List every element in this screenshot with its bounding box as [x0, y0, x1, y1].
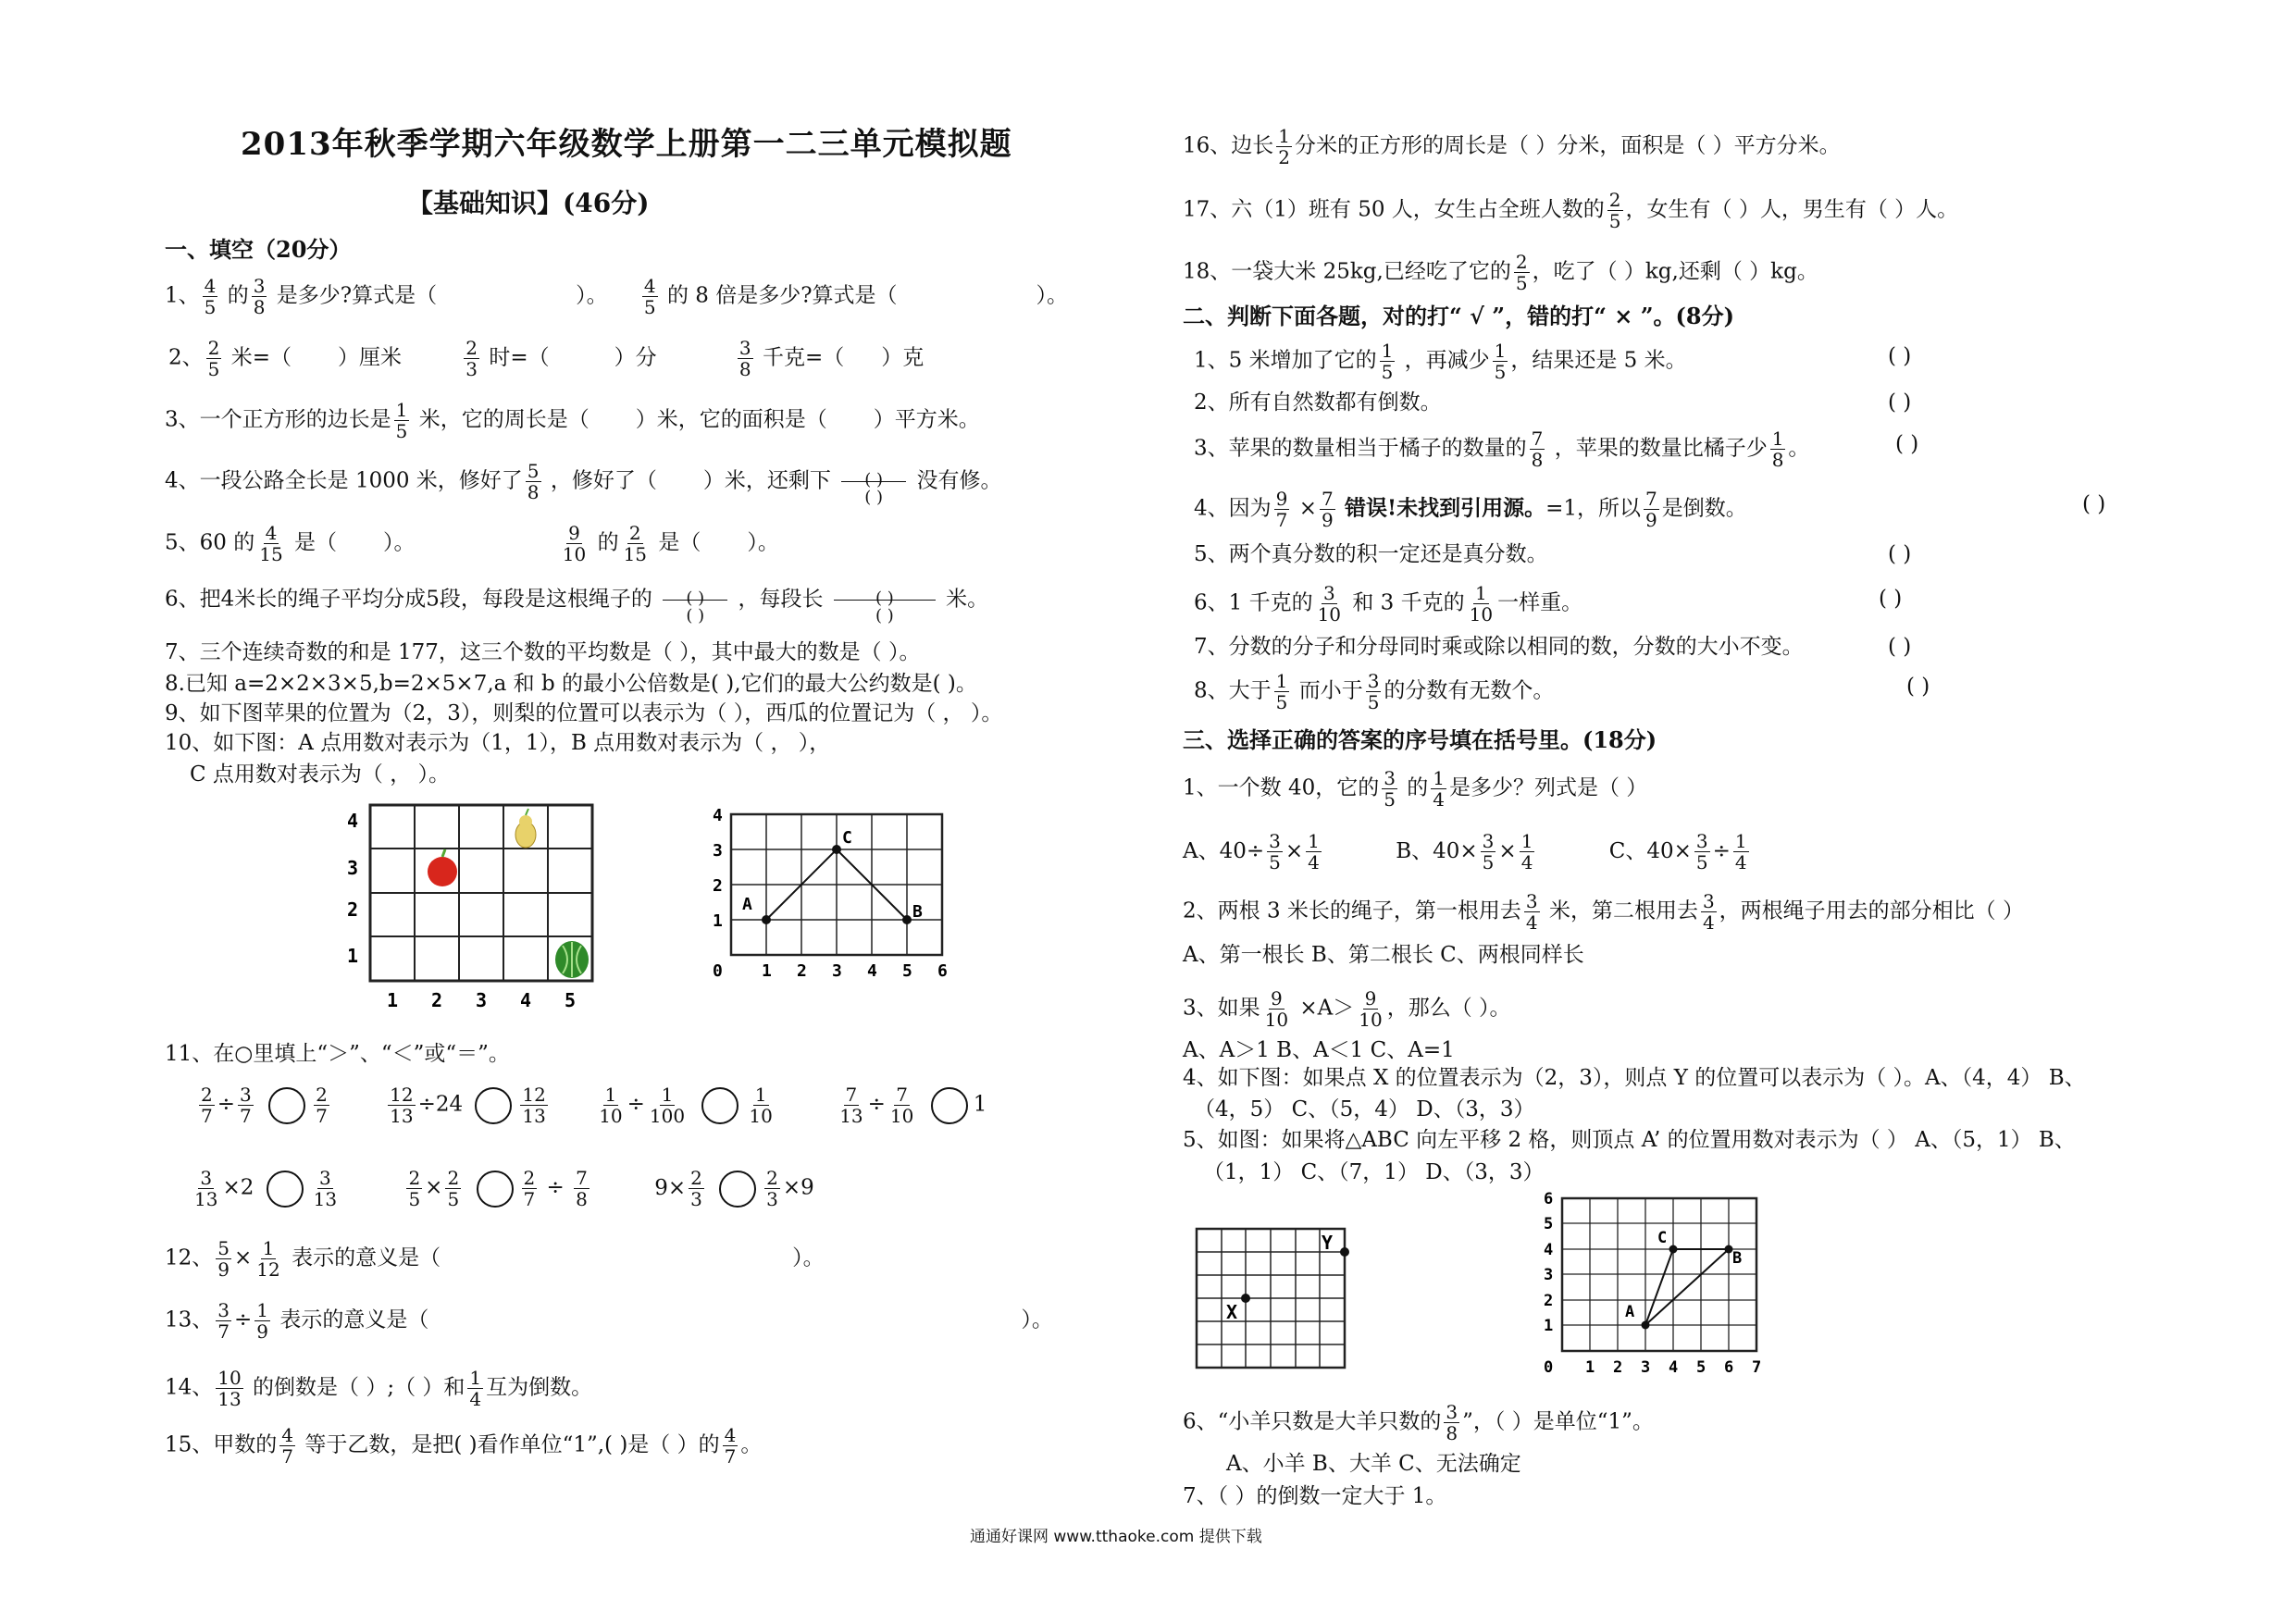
compare-circle[interactable]: [477, 1171, 514, 1208]
question-16: 16、边长 $\frac{1}{2}$ 分米的正方形的周长是（ ）分米，面积是（ ）平方分米。: [1183, 125, 1841, 168]
y-tick: 2: [347, 898, 359, 921]
question-17: 17、六（1）班有 50 人，女生占全班人数的 $\frac{2}{5}$ ，女生有（ ）人，男生有（ ）人。: [1183, 189, 1959, 232]
judge-2: 2、所有自然数都有倒数。: [1194, 390, 1442, 415]
choice-3: 3、如果 $\frac{9}{10}$ ×A＞ $\frac{9}{10}$ ，那么（ ）。: [1183, 987, 1511, 1031]
choice-2: 2、两根 3 米长的绳子，第一根用去 $\frac{3}{4}$ 米，第二根用去 $\frac{3}{4}$ ，两根绳子用去的部分相比（ ）: [1183, 890, 2024, 934]
question-12: 12、 $\frac{5}{9}$ × $\frac{1}{12}$ 表示的意义是（ ）。: [165, 1237, 825, 1281]
compare-row-1: $\frac{2}{7}$ ÷ $\frac{3}{7}$ $\frac{2}{7}$ $\frac{12}{13}$ ÷24 $\frac{12}{13}$ $\frac{1}{10}$ ÷ $\frac{1}{100}$ $\frac{1}{10}$ $\frac{7}{13}$ ÷ $\frac{7}{10}$ 1: [201, 1084, 987, 1127]
compare-circle[interactable]: [267, 1171, 304, 1208]
judge-8: 8、大于 $\frac{1}{5}$ 而小于 $\frac{3}{5}$ 的分数有无数个。: [1194, 670, 1555, 713]
x-tick: 3: [476, 989, 488, 1011]
judge-8-blank[interactable]: ( ): [1906, 675, 1930, 699]
choice-6-options[interactable]: A、小羊 B、大羊 C、无法确定: [1226, 1452, 1521, 1476]
abc-grid: [703, 800, 962, 985]
x-tick: 4: [1669, 1358, 1679, 1377]
judge-4-blank[interactable]: ( ): [2082, 492, 2106, 516]
question-18: 18、一袋大米 25kg,已经吃了它的 $\frac{2}{5}$ ，吃了（ ）kg,还剩（ ）kg。: [1183, 251, 1818, 294]
y-tick: 3: [1544, 1266, 1554, 1284]
point-c: [1669, 1245, 1678, 1254]
question-5: 5、60 的 $\frac{4}{15}$ 是（ ）。 $\frac{9}{10}$ 的 $\frac{2}{15}$ 是（ ）。: [165, 522, 779, 565]
x-tick: 0: [713, 961, 723, 981]
compare-circle[interactable]: [931, 1087, 968, 1124]
x-tick: 5: [1696, 1358, 1706, 1377]
y-tick: 5: [1544, 1215, 1554, 1233]
judge-5: 5、两个真分数的积一定还是真分数。: [1194, 542, 1548, 566]
question-8: 8.已知 a=2×2×3×5,b=2×5×7,a 和 b 的最小公倍数是( ),它们的最大公约数是( )。: [165, 672, 977, 696]
label-c: C: [1657, 1229, 1668, 1247]
grid-lines: [1562, 1198, 1756, 1351]
judge-7: 7、分数的分子和分母同时乘或除以相同的数，分数的大小不变。: [1194, 635, 1804, 659]
question-7: 7、三个连续奇数的和是 177，这三个数的平均数是（ ），其中最大的数是（ ）。: [165, 640, 921, 664]
watermelon-icon: [555, 941, 589, 978]
choice-6: 6、“小羊只数是大羊只数的 $\frac{3}{8}$ ”，（ ）是单位“1”。: [1183, 1401, 1654, 1444]
x-tick: 6: [1724, 1358, 1734, 1377]
y-tick: 2: [713, 876, 723, 896]
choice-7: 7、（ ）的倒数一定大于 1。: [1183, 1484, 1447, 1508]
x-tick: 5: [565, 989, 577, 1011]
xy-grid: [1189, 1221, 1356, 1369]
y-tick: 1: [713, 911, 723, 931]
x-tick: 2: [1613, 1358, 1623, 1377]
footer-source: 通通好课网 www.tthaoke.com 提供下载: [970, 1528, 1262, 1546]
option-c[interactable]: C、40× $\frac{3}{5}$ ÷ $\frac{1}{4}$: [1608, 830, 1747, 873]
label-b: B: [912, 902, 923, 922]
compare-row-2: $\frac{3}{13}$ ×2 $\frac{3}{13}$ $\frac{2}{5}$ × $\frac{2}{5}$ $\frac{2}{7}$ ÷ $\frac{7}{8}$ 9× $\frac{2}{3}$ $\frac{2}{3}$ ×9: [194, 1167, 814, 1210]
choice-2-options[interactable]: A、第一根长 B、第二根长 C、两根同样长: [1183, 943, 1584, 967]
x-tick: 7: [1752, 1358, 1762, 1377]
judge-6-blank[interactable]: ( ): [1879, 587, 1903, 611]
question-10-line-2: C 点用数对表示为（ ， ）。: [190, 762, 451, 787]
judge-3-blank[interactable]: ( ): [1895, 432, 1919, 456]
judge-7-blank[interactable]: ( ): [1888, 635, 1912, 659]
question-1: 1、 $\frac{4}{5}$ 的 $\frac{3}{8}$ 是多少?算式是（ ）。 $\frac{4}{5}$ 的 8 倍是多少?算式是（ ）。: [165, 275, 1069, 318]
triangle-grid: [1536, 1189, 1768, 1379]
question-2: 2、 $\frac{2}{5}$ 米=（ ）厘米 $\frac{2}{3}$ 时=（ ）分 $\frac{3}{8}$ 千克=（ ）克: [168, 337, 925, 380]
judge-1-blank[interactable]: ( ): [1888, 344, 1912, 368]
x-tick: 2: [431, 989, 443, 1011]
page-title: 2013年秋季学期六年级数学上册第一二三单元模拟题: [241, 126, 1012, 163]
y-tick: 3: [347, 857, 359, 879]
apple-icon: [428, 849, 457, 886]
y-tick: 6: [1544, 1190, 1554, 1208]
compare-circle[interactable]: [701, 1087, 738, 1124]
pear-icon: [515, 809, 536, 848]
option-b[interactable]: B、40× $\frac{3}{5}$ × $\frac{1}{4}$: [1396, 830, 1533, 873]
label-y: Y: [1322, 1232, 1334, 1254]
fruit-grid: [333, 796, 611, 1018]
question-4: 4、一段公路全长是 1000 米，修好了 $\frac{5}{8}$ ，修好了（ ）米，还剩下 ( ) ( ) 没有修。: [165, 460, 1002, 507]
compare-circle[interactable]: [268, 1087, 305, 1124]
point-a: [1642, 1321, 1650, 1330]
x-tick: 1: [1585, 1358, 1595, 1377]
compare-circle[interactable]: [475, 1087, 512, 1124]
section-subtitle: 【基础知识】(46分): [407, 188, 650, 218]
y-tick: 4: [1544, 1241, 1554, 1259]
section-heading-fill-in: 一、填空（20分）: [165, 236, 352, 263]
label-a: A: [742, 895, 752, 914]
x-tick: 4: [867, 961, 877, 981]
choice-3-options[interactable]: A、A＞1 B、A＜1 C、A=1: [1183, 1038, 1455, 1062]
judge-6: 6、1 千克的 $\frac{3}{10}$ 和 3 千克的 $\frac{1}{10}$ 一样重。: [1194, 582, 1583, 626]
x-tick: 6: [937, 961, 948, 981]
x-tick: 3: [832, 961, 842, 981]
point-y: [1340, 1247, 1349, 1257]
y-tick: 2: [1544, 1292, 1554, 1310]
question-3: 3、一个正方形的边长是 $\frac{1}{5}$ 米，它的周长是（ ）米，它的面积是（ ）平方米。: [165, 399, 980, 442]
question-9: 9、如下图苹果的位置为（2，3），则梨的位置可以表示为（ ），西瓜的位置记为（ ， ）。: [165, 701, 1003, 725]
label-a: A: [1625, 1303, 1635, 1321]
judge-4: 4、因为 $\frac{9}{7}$ × $\frac{7}{9}$ 错误!未找到引用源。=1，所以 $\frac{7}{9}$ 是倒数。: [1194, 488, 1747, 531]
point-x: [1241, 1294, 1250, 1303]
label-x: X: [1226, 1301, 1238, 1323]
y-tick: 1: [347, 945, 359, 967]
choice-5-line-1: 5、如图：如果将△ABC 向左平移 2 格，则顶点 A’ 的位置用数对表示为（ ） A、（5，1） B、: [1183, 1128, 2076, 1152]
y-tick: 4: [347, 810, 359, 832]
choice-4-line-2[interactable]: （4，5） C、（5，4） D、（3，3）: [1194, 1097, 1535, 1121]
label-c: C: [842, 828, 852, 848]
section-heading-true-false: 二、判断下面各题，对的打“ √ ”，错的打“ × ”。(8分): [1183, 303, 1734, 329]
question-13: 13、 $\frac{3}{7}$ ÷ $\frac{1}{9}$ 表示的意义是（ ）。: [165, 1299, 1053, 1343]
judge-3: 3、苹果的数量相当于橘子的数量的 $\frac{7}{8}$ ，苹果的数量比橘子少 $\frac{1}{8}$ 。: [1194, 427, 1810, 471]
point-b: [902, 915, 912, 924]
question-11: 11、在○里填上“＞”、“＜”或“＝”。: [165, 1042, 510, 1066]
question-10-line-1: 10、如下图：A 点用数对表示为（1，1），B 点用数对表示为（ ， ），: [165, 731, 831, 755]
judge-2-blank[interactable]: ( ): [1888, 390, 1912, 415]
x-tick: 1: [387, 989, 399, 1011]
choice-1-options: [1183, 831, 1752, 873]
choice-4-line-1: 4、如下图：如果点 X 的位置表示为（2，3），则点 Y 的位置可以表示为（ ）。A、（4，4） B、: [1183, 1066, 2086, 1090]
question-15: 15、甲数的 $\frac{4}{7}$ 等于乙数，是把( )看作单位“1”,( )是（ ）的 $\frac{4}{7}$ 。: [165, 1424, 763, 1468]
x-tick: 4: [520, 989, 532, 1011]
grid-lines: [731, 814, 942, 955]
x-tick: 0: [1544, 1358, 1554, 1377]
x-tick: 1: [762, 961, 772, 981]
point-a: [762, 915, 771, 924]
x-tick: 2: [797, 961, 807, 981]
option-a[interactable]: A、40÷ $\frac{3}{5}$ × $\frac{1}{4}$: [1183, 830, 1320, 873]
compare-circle[interactable]: [719, 1171, 756, 1208]
x-tick: 3: [1641, 1358, 1651, 1377]
point-c: [832, 845, 841, 854]
question-14: 14、 $\frac{10}{13}$ 的倒数是（ ）;（ ）和 $\frac{1}{4}$ 互为倒数。: [165, 1367, 593, 1410]
x-tick: 5: [902, 961, 912, 981]
y-tick: 4: [713, 806, 723, 825]
section-heading-multiple-choice: 三、选择正确的答案的序号填在括号里。(18分): [1183, 726, 1657, 753]
y-tick: 3: [713, 841, 723, 861]
choice-5-line-2[interactable]: （1，1） C、（7，1） D、（3，3）: [1203, 1160, 1545, 1184]
judge-5-blank[interactable]: ( ): [1888, 542, 1912, 566]
triangle-abc: [1645, 1249, 1729, 1325]
label-b: B: [1732, 1249, 1743, 1268]
question-6: 6、把4米长的绳子平均分成5段，每段是这根绳子的 ( ) ( ) ，每段长 ( ) ( ) 米。: [165, 583, 988, 617]
y-tick: 1: [1544, 1317, 1554, 1335]
judge-1: 1、5 米增加了它的 $\frac{1}{5}$ ，再减少 $\frac{1}{5}$ ，结果还是 5 米。: [1194, 340, 1687, 383]
choice-1: 1、一个数 40，它的 $\frac{3}{5}$ 的 $\frac{1}{4}$ 是多少？列式是（ ）: [1183, 767, 1648, 811]
